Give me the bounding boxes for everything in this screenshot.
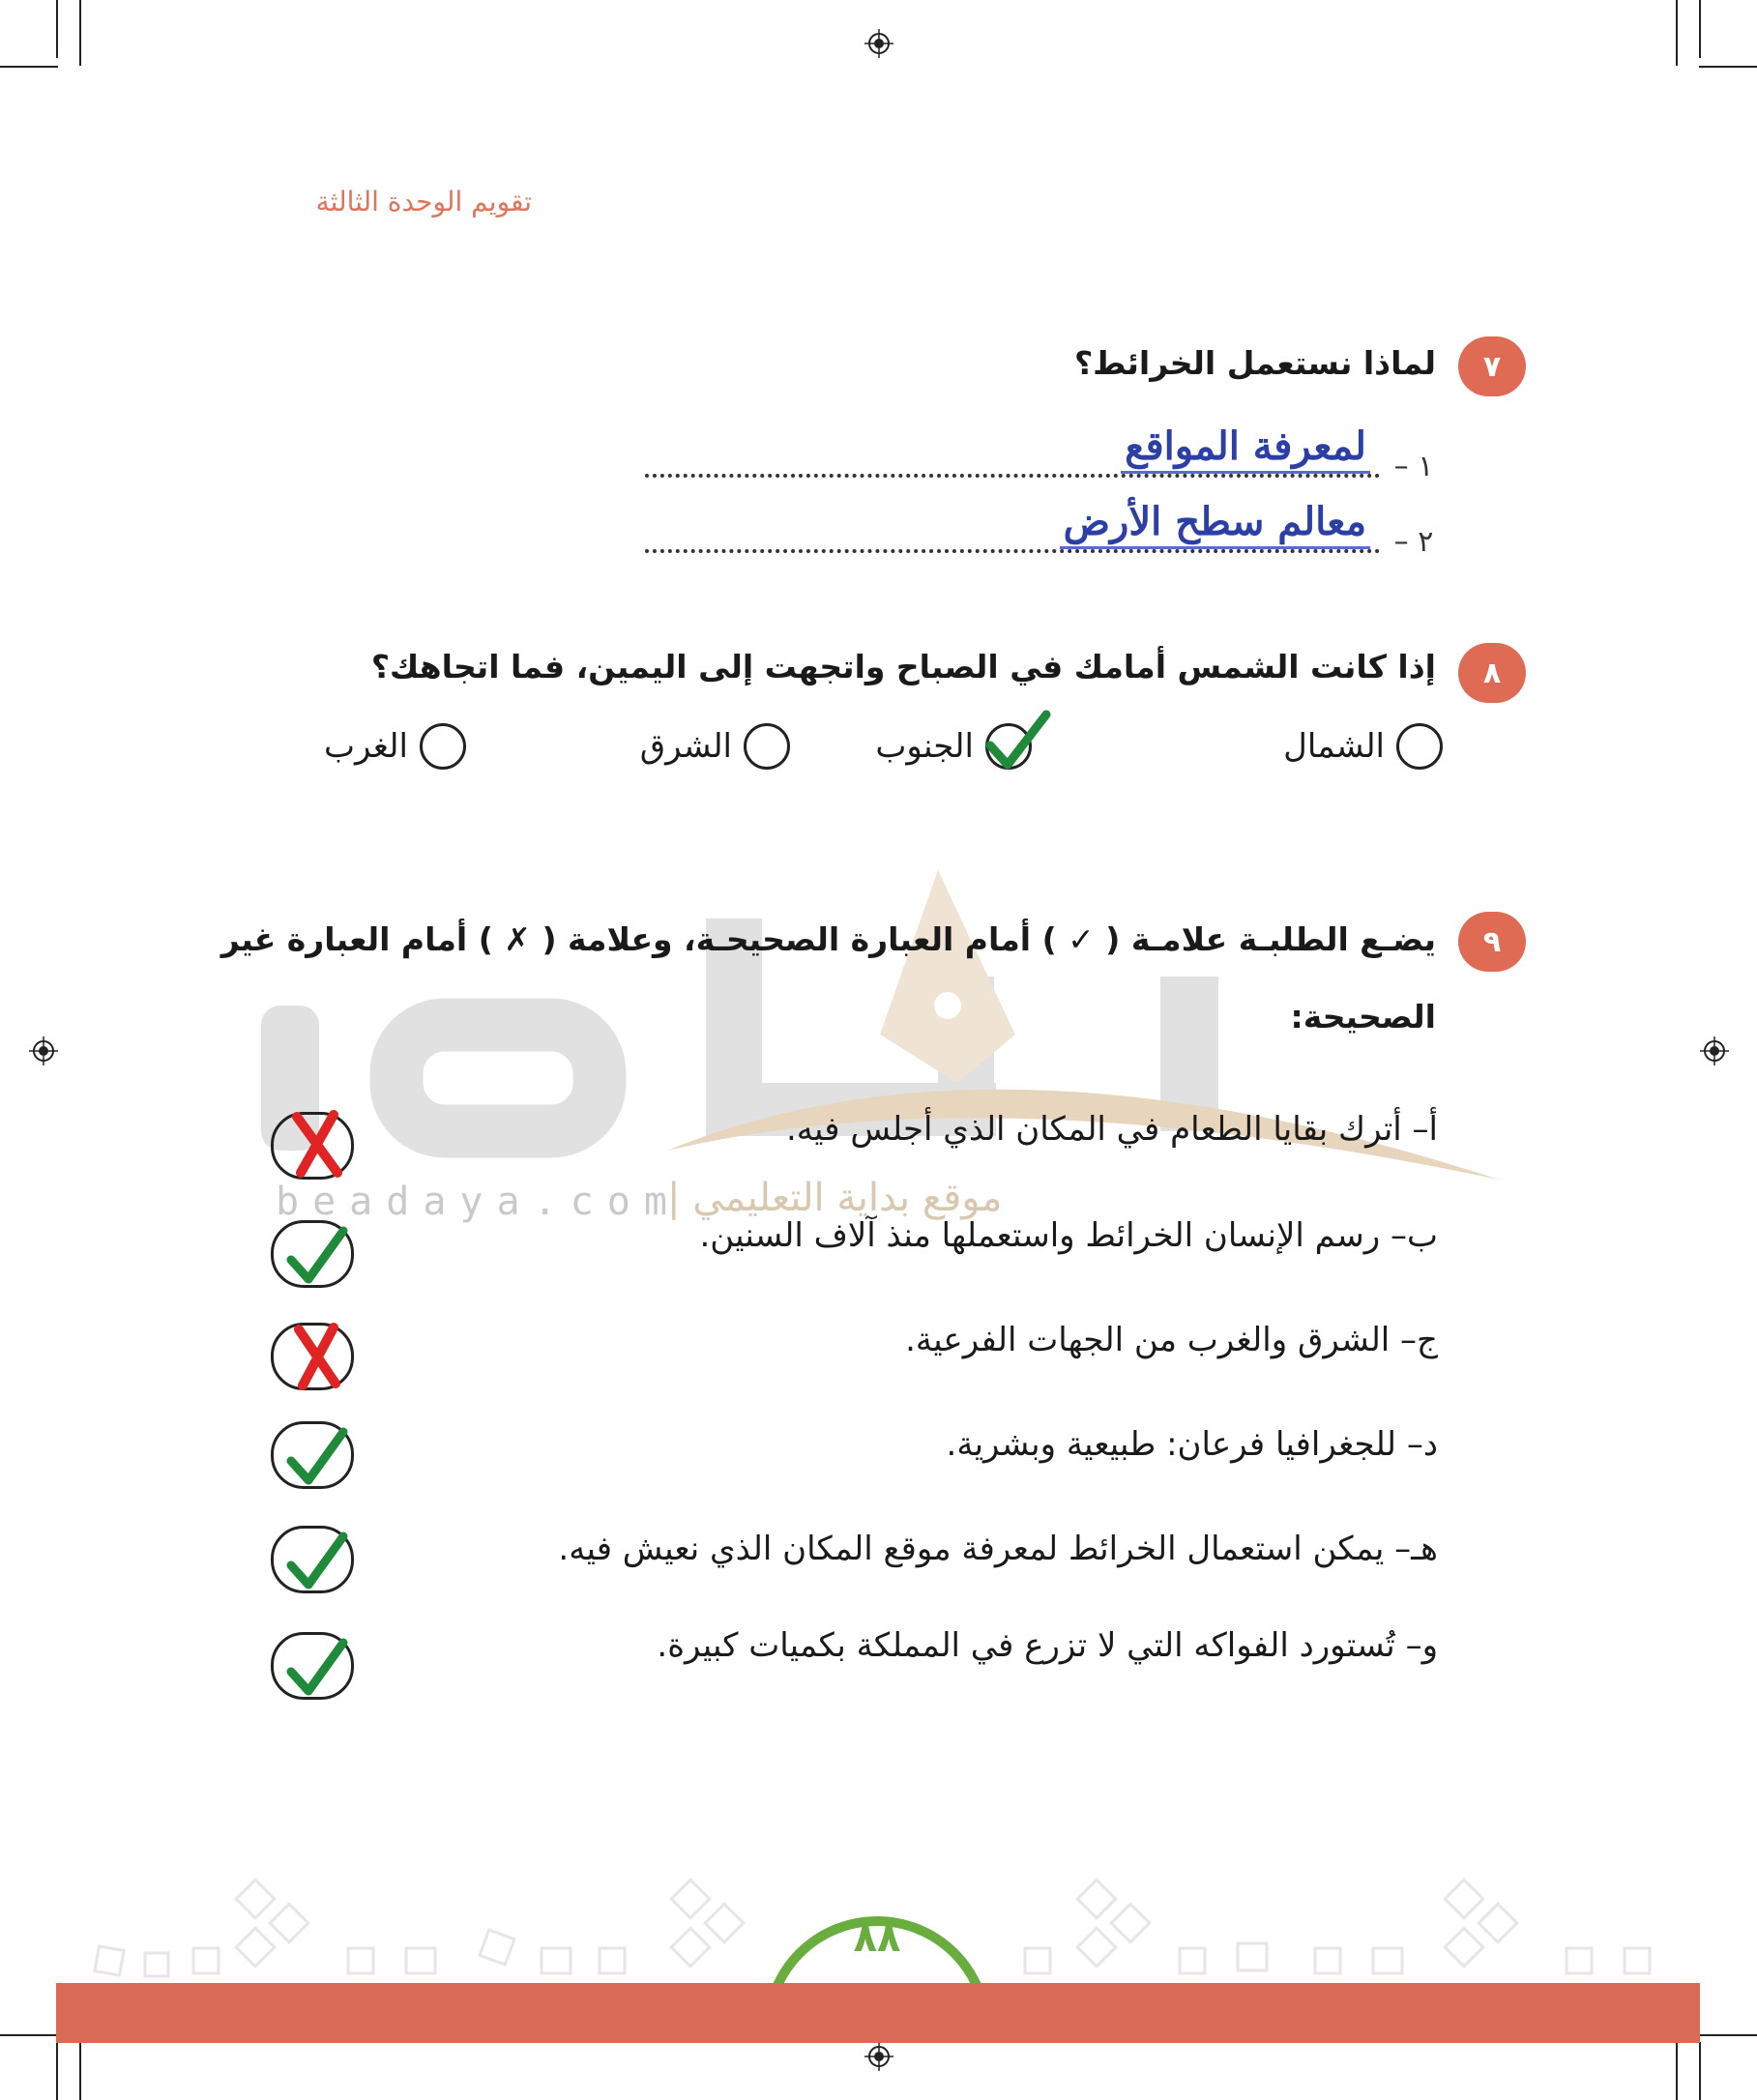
crop-mark: [56, 0, 58, 58]
answer-number: ٢ –: [1393, 525, 1434, 559]
handwritten-answer: لمعرفة المواقع: [1121, 423, 1370, 474]
crop-mark: [1699, 2034, 1757, 2036]
check-icon: [984, 707, 1052, 774]
question-number-badge: ٨: [1458, 643, 1526, 703]
crop-mark: [1699, 66, 1757, 68]
crop-mark: [1699, 0, 1701, 58]
statement: ب– رسم الإنسان الخرائط واستعملها منذ آلاف السنين.: [699, 1216, 1438, 1255]
radio-circle[interactable]: [744, 723, 790, 770]
answer-field: [645, 501, 1380, 559]
answer-mark-box: [271, 1323, 354, 1390]
question-text-continued: الصحيحة:: [1290, 998, 1436, 1035]
crop-mark: [56, 2042, 58, 2100]
radio-circle[interactable]: [985, 723, 1032, 770]
registration-mark-icon: [29, 1036, 58, 1065]
check-icon: [283, 1523, 351, 1594]
answer-mark-box: [271, 1112, 354, 1180]
crop-mark: [1699, 2042, 1701, 2100]
watermark-arabic: موقع بداية التعليمي |: [667, 1176, 1003, 1220]
question-text: إذا كانت الشمس أمامك في الصباح واتجهت إلى اليمين، فما اتجاهك؟: [370, 648, 1436, 685]
cross-icon: [283, 1320, 351, 1391]
crop-mark: [0, 66, 58, 68]
option-label: الغرب: [324, 727, 408, 766]
statement: و– تُستورد الفواكه التي لا تزرع في المملكة بكميات كبيرة.: [657, 1626, 1438, 1665]
question-number-badge: ٩: [1458, 912, 1526, 972]
radio-circle[interactable]: [420, 723, 466, 770]
question-text: لماذا نستعمل الخرائط؟: [1074, 344, 1436, 382]
cross-icon: [283, 1109, 351, 1181]
radio-circle[interactable]: [1396, 723, 1443, 770]
statement: هـ– يمكن استعمال الخرائط لمعرفة موقع المكان الذي نعيش فيه.: [558, 1530, 1438, 1568]
registration-mark-icon: [864, 29, 893, 58]
question-number-badge: ٧: [1458, 336, 1526, 396]
question-text: يضـع الطلبـة علامـة ( ✓ ) أمام العبارة الصحيحـة، وعلامة ( ✗ ) أمام العبارة غير: [220, 920, 1436, 958]
registration-mark-icon: [1700, 1036, 1729, 1065]
answer-line: [645, 501, 1448, 559]
answer-number: ١ –: [1393, 450, 1434, 483]
handwritten-answer: معالم سطح الأرض: [1060, 499, 1370, 549]
check-icon: [283, 1629, 351, 1701]
page-number-arc: [756, 1885, 998, 2079]
statement: ج– الشرق والغرب من الجهات الفرعية.: [905, 1321, 1438, 1359]
option-label: الجنوب: [875, 727, 974, 766]
watermark-site: beadaya.com: [276, 1180, 681, 1224]
option-label: الشرق: [639, 727, 732, 766]
dotted-line: [645, 474, 1380, 478]
option-east[interactable]: [640, 723, 790, 770]
answer-line: [645, 425, 1448, 483]
crop-mark: [1676, 2042, 1678, 2100]
check-icon: [283, 1418, 351, 1490]
answer-mark-box: [271, 1632, 354, 1700]
unit-title: تقويم الوحدة الثالثة: [315, 186, 532, 218]
answer-mark-box: [271, 1421, 354, 1489]
statement: د– للجغرافيا فرعان: طبيعية وبشرية.: [946, 1425, 1438, 1464]
crop-mark: [0, 2034, 58, 2036]
crop-mark: [79, 0, 81, 66]
crop-mark: [79, 2042, 81, 2100]
option-south[interactable]: [875, 723, 1032, 770]
option-north[interactable]: [1283, 723, 1443, 770]
answer-mark-box: [271, 1220, 354, 1288]
answer-mark-box: [271, 1526, 354, 1593]
dotted-line: [645, 549, 1380, 553]
check-icon: [283, 1217, 351, 1289]
statement: أ– أترك بقايا الطعام في المكان الذي أجلس فيه.: [786, 1110, 1438, 1149]
answer-field: [645, 425, 1380, 483]
crop-mark: [1676, 0, 1678, 66]
option-west[interactable]: [324, 723, 466, 770]
page-number: ٨٨: [853, 1916, 901, 1961]
option-label: الشمال: [1283, 727, 1385, 766]
